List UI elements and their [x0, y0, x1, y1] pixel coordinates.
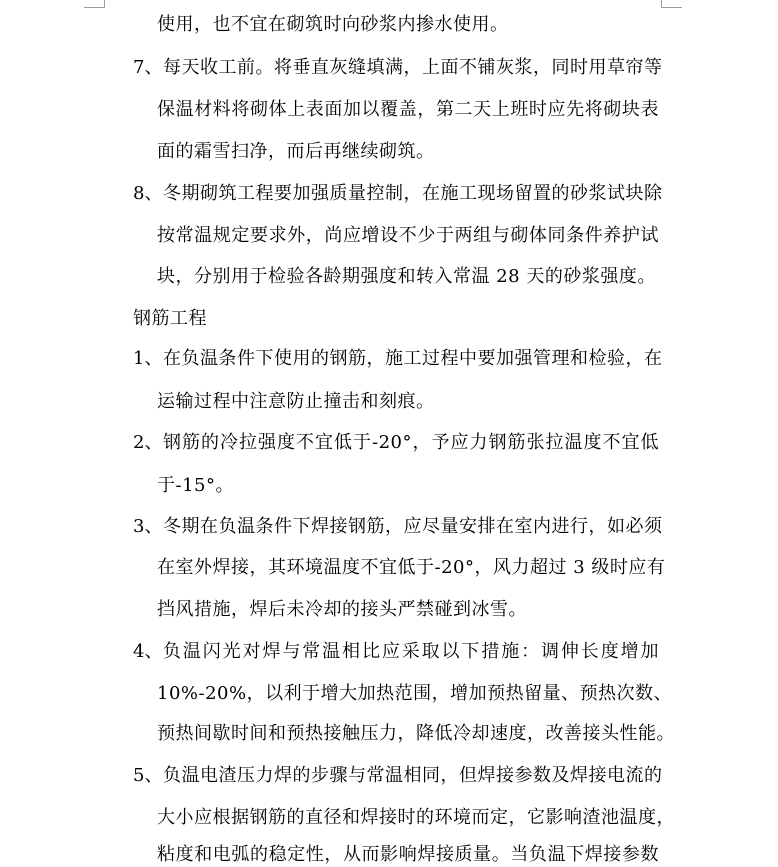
paragraph-line: 按常温规定要求外，尚应增设不少于两组与砌体同条件养护试	[157, 225, 659, 246]
paragraph-line: 冬期砌筑工程要加强质量控制，在施工现场留置的砂浆试块除	[163, 183, 663, 204]
list-number: 8、	[133, 183, 163, 204]
list-number: 7、	[133, 57, 163, 78]
paragraph-line: 冬期在负温条件下焊接钢筋，应尽量安排在室内进行，如必须	[163, 516, 663, 537]
paragraph-line: 负温电渣压力焊的步骤与常温相同，但焊接参数及焊接电流的	[163, 765, 663, 786]
paragraph-line: 在负温条件下使用的钢筋，施工过程中要加强管理和检验，在	[163, 348, 663, 369]
paragraph-line: 在室外焊接，其环境温度不宜低于-20°，风力超过 3 级时应有	[157, 557, 666, 578]
list-number: 1、	[133, 348, 163, 369]
list-number: 4、	[133, 641, 163, 662]
paragraph-line: 粘度和电弧的稳定性，从而影响焊接质量。当负温下焊接参数	[157, 844, 659, 865]
paragraph-line: 负温闪光对焊与常温相比应采取以下措施：调伸长度增加	[163, 641, 659, 662]
section-heading: 钢筋工程	[133, 308, 207, 329]
margin-corner-mark-right	[661, 0, 682, 8]
list-number: 5、	[133, 765, 163, 786]
list-number: 3、	[133, 516, 163, 537]
paragraph-line: 使用，也不宜在砌筑时向砂浆内掺水使用。	[157, 14, 509, 35]
paragraph-line: 于-15°。	[157, 475, 234, 496]
paragraph-line: 预热间歇时间和预热接触压力，降低冷却速度，改善接头性能。	[157, 723, 675, 744]
paragraph-line: 面的霜雪扫净，而后再继续砌筑。	[157, 141, 435, 162]
paragraph-line: 块，分别用于检验各龄期强度和转入常温 28 天的砂浆强度。	[157, 266, 656, 287]
paragraph-line: 10%-20%，以利于增大加热范围，增加预热留量、预热次数、	[157, 683, 673, 704]
clipped-line-container	[157, 843, 659, 865]
paragraph-line: 大小应根据钢筋的直径和焊接时的环境而定，它影响渣池温度，	[157, 807, 675, 828]
paragraph-line: 钢筋的冷拉强度不宜低于-20°，予应力钢筋张拉温度不宜低	[163, 432, 659, 453]
paragraph-line: 保温材料将砌体上表面加以覆盖，第二天上班时应先将砌块表	[157, 99, 659, 120]
paragraph-line: 每天收工前。将垂直灰缝填满，上面不铺灰浆，同时用草帘等	[163, 57, 663, 78]
list-number: 2、	[133, 432, 163, 453]
margin-corner-mark-left	[84, 0, 105, 8]
paragraph-line: 挡风措施，焊后未冷却的接头严禁碰到冰雪。	[157, 599, 527, 620]
paragraph-line: 运输过程中注意防止撞击和刻痕。	[157, 391, 435, 412]
